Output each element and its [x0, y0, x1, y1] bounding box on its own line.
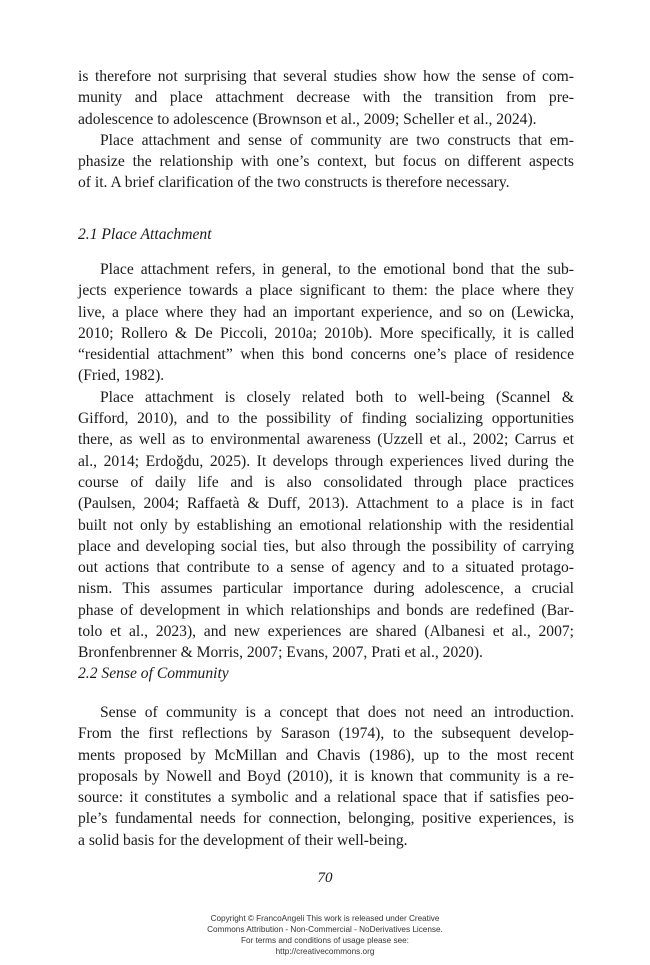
text-line: (Paulsen, 2004; Raffaetà & Duff, 2013). Attachment to a place is in fact — [78, 495, 574, 513]
text-line: Place attachment is closely related both to well-being (Scannel & — [100, 388, 574, 406]
text-line: From the first reflections by Sarason (1974), to the subsequent develop- — [78, 725, 574, 743]
text-line: Place attachment refers, in general, to the emotional bond that the sub- — [100, 261, 574, 278]
text-line: al., 2014; Erdoğdu, 2025). It develops through experiences lived during the — [78, 452, 574, 470]
section-heading-sense-of-community: 2.2 Sense of Community — [78, 665, 229, 682]
text-line: built not only by establishing an emotional relationship with the residential — [78, 516, 574, 534]
text-line: source: it constitutes a symbolic and a relational space that if satisfies peo- — [78, 789, 574, 807]
text-line: nism. This assumes particular importance during adolescence, a crucial — [78, 580, 574, 598]
text-line: phase of development in which relationships and bonds are redefined (Bar- — [78, 601, 574, 619]
text-line: of it. A brief clarification of the two constructs is therefore necessary. — [78, 174, 510, 192]
text-line: tolo et al., 2023), and new experiences are shared (Albanesi et al., 2007; — [78, 623, 574, 641]
text-line: a solid basis for the development of their well-being. — [78, 831, 408, 849]
text-line: phasize the relationship with one’s context, but focus on different aspects — [78, 153, 574, 171]
footer-line: Copyright © FrancoAngeli This work is released under Creative — [210, 914, 440, 923]
section-sense-of-community-body — [78, 702, 574, 851]
text-line: place and developing social ties, but also through the possibility of carrying — [78, 537, 574, 555]
text-line: (Fried, 1982). — [78, 367, 165, 385]
text-line: live, a place where they had an important experience, and so on (Lewicka, — [78, 303, 574, 321]
page-number: 70 — [317, 870, 333, 886]
text-line: Gifford, 2010), and to the possibility of finding socializing opportunities — [78, 410, 574, 428]
text-line: munity and place attachment decrease with the transition from pre- — [78, 89, 574, 107]
text-line: proposals by Nowell and Boyd (2010), it is known that community is a re- — [78, 767, 574, 785]
text-line: Place attachment and sense of community are two constructs that em- — [100, 131, 574, 149]
text-line: adolescence to adolescence (Brownson et al., 2009; Scheller et al., 2024). — [78, 110, 537, 128]
copyright-footer — [0, 913, 650, 957]
text-line: Bronfenbrenner & Morris, 2007; Evans, 2007, Prati et al., 2020). — [78, 644, 483, 662]
text-line: ple’s fundamental needs for connection, belonging, positive experiences, is — [78, 810, 574, 828]
text-line: ments proposed by McMillan and Chavis (1986), up to the most recent — [78, 746, 574, 764]
text-line: Sense of community is a concept that does not need an introduction. — [100, 704, 574, 721]
intro-paragraphs — [78, 66, 574, 194]
text-line: is therefore not surprising that several studies show how the sense of com- — [78, 68, 574, 85]
text-line: 2010; Rollero & De Piccoli, 2010a; 2010b). More specifically, it is called — [78, 324, 574, 342]
text-line: course of daily life and is also consolidated through place practices — [78, 473, 574, 491]
section-place-attachment-body — [78, 259, 574, 664]
text-line: there, as well as to environmental awareness (Uzzell et al., 2002; Carrus et — [78, 431, 574, 449]
section-heading-place-attachment: 2.1 Place Attachment — [78, 226, 212, 243]
footer-line: Commons Attribution - Non-Commercial - NoDerivatives License. — [207, 925, 443, 934]
text-line: “residential attachment” when this bond concerns one’s place of residence — [78, 346, 574, 364]
text-line: jects experience towards a place significant to them: the place where they — [78, 282, 574, 300]
footer-line: For terms and conditions of usage please see: — [241, 936, 409, 945]
footer-link[interactable]: http://creativecommons.org — [275, 947, 375, 956]
text-line: out actions that contribute to a sense of agency and to a situated protago- — [78, 559, 574, 577]
